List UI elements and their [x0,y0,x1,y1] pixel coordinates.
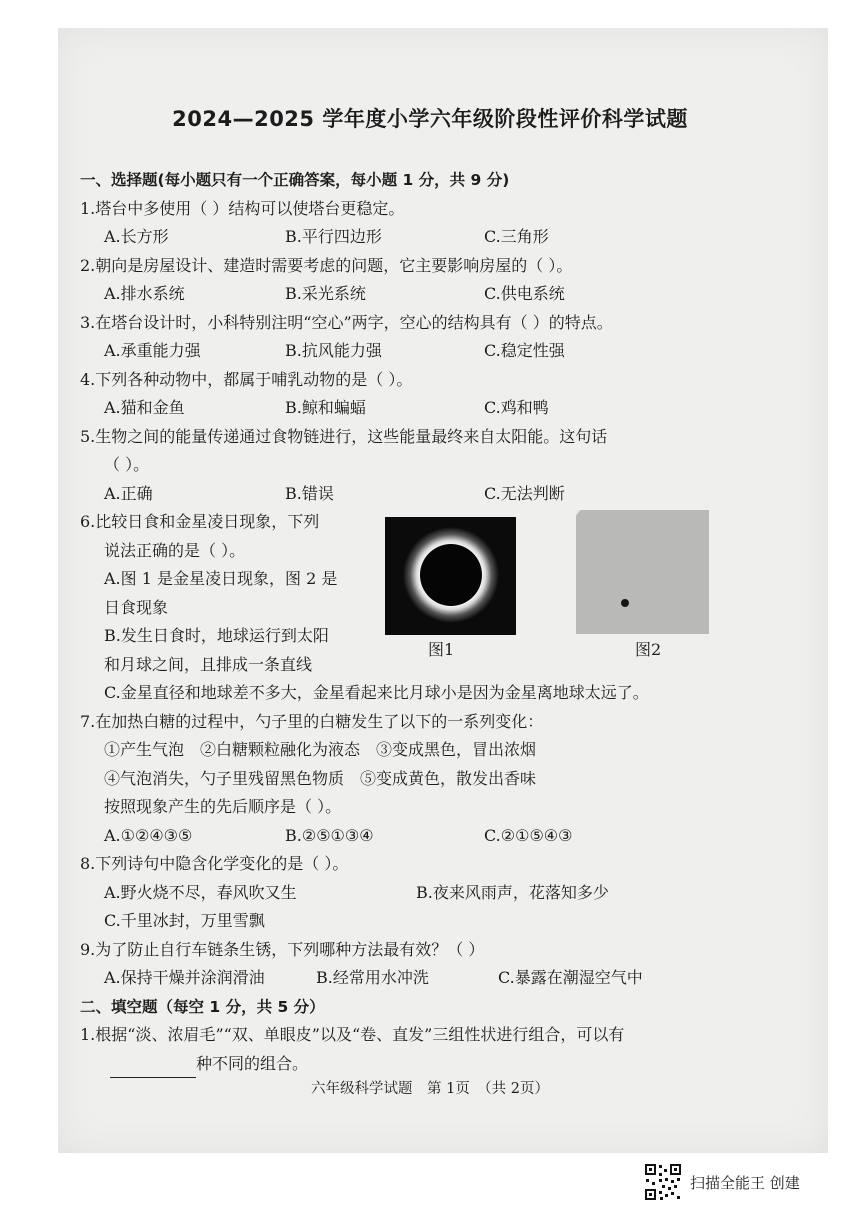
option-a: A.①②④③⑤ [104,825,193,845]
question-5-stem-cont: （ ）。 [104,455,150,474]
option-b: B.夜来风雨声，花落知多少 [416,882,609,902]
option-c: C.无法判断 [484,483,565,503]
question-6-option-b: B.发生日食时，地球运行到太阳 [104,626,329,645]
section2-heading: 二、填空题（每空 1 分，共 5 分） [80,997,325,1016]
question-7-options [80,822,760,851]
exam-content [80,166,760,1078]
question-6-option-c: C.金星直径和地球差不多大，金星看起来比月球小是因为金星离地球太远了。 [104,683,649,702]
question-6-line: 说法正确的是（ ）。 [104,540,246,560]
fill-question-1-tail: 种不同的组合。 [196,1053,309,1073]
scanner-watermark [644,1162,800,1202]
question-7-detail: 按照现象产生的先后顺序是（ ）。 [104,797,342,816]
option-a: A.正确 [104,483,153,503]
option-c: C.②①⑤④③ [484,825,573,845]
question-9-stem: 9.为了防止自行车链条生锈，下列哪种方法最有效？（ ） [80,939,485,959]
question-2-stem: 2.朝向是房屋设计、建造时需要考虑的问题，它主要影响房屋的（ ）。 [80,255,573,275]
question-5-options [80,480,760,509]
question-8-option-c: C.千里冰封，万里雪飘 [104,911,265,930]
question-6-option-b-cont: 和月球之间，且排成一条直线 [104,654,313,674]
question-1-options [80,223,760,252]
fill-question-1: 1.根据“淡、浓眉毛”“双、单眼皮”以及“卷、直发”三组性状进行组合，可以有 [80,1025,625,1044]
question-2-options [80,280,760,309]
option-a: A.长方形 [104,227,169,246]
option-b: B.②⑤①③④ [285,825,374,845]
option-b: B.鲸和蝙蝠 [285,398,366,417]
option-a: A.承重能力强 [104,341,201,360]
option-c: C.暴露在潮湿空气中 [498,968,643,987]
option-c: C.稳定性强 [484,341,565,360]
question-5-stem: 5.生物之间的能量传递通过食物链进行，这些能量最终来自太阳能。这句话 [80,426,608,446]
option-a: A.排水系统 [104,284,185,303]
question-6-option-a: A.图 1 是金星凌日现象，图 2 是 [104,569,338,588]
option-b: B.采光系统 [285,284,366,303]
exam-title: 2024—2025 学年度小学六年级阶段性评价科学试题 [172,107,688,131]
option-c: C.供电系统 [484,284,565,303]
page-footer: 六年级科学试题 第 1页 （共 2页） [311,1081,549,1097]
venus-transit-figure [576,510,709,634]
question-7-detail: ①产生气泡 ②白糖颗粒融化为液态 ③变成黑色，冒出浓烟 [104,740,537,759]
question-3-options [80,337,760,366]
option-c: C.三角形 [484,227,549,246]
figure-1-caption: 图1 [428,640,455,659]
option-a: A.保持干燥并涂润滑油 [104,968,265,987]
question-4-options [80,394,760,423]
question-6-option-a-cont: 日食现象 [104,597,169,617]
option-a: A.野火烧不尽，春风吹又生 [104,882,297,902]
question-3-stem: 3.在塔台设计时，小科特别注明“空心”两字，空心的结构具有（ ）的特点。 [80,312,613,332]
option-b: B.错误 [285,483,334,503]
qr-code-icon [644,1163,682,1201]
question-1-stem: 1.塔台中多使用（ ）结构可以使塔台更稳定。 [80,198,405,218]
option-c: C.鸡和鸭 [484,398,549,417]
question-8-options [80,879,760,908]
option-b: B.抗风能力强 [285,341,382,360]
question-8-stem: 8.下列诗句中隐含化学变化的是（ ）。 [80,854,349,873]
option-b: B.平行四边形 [285,227,382,246]
question-9-options [80,964,760,993]
option-a: A.猫和金鱼 [104,398,185,417]
solar-eclipse-figure [385,517,516,635]
question-7-stem: 7.在加热白糖的过程中，勺子里的白糖发生了以下的一系列变化： [80,711,544,731]
question-6-line: 6.比较日食和金星凌日现象，下列 [80,512,320,531]
fill-question-1-cont [80,1050,760,1079]
question-7-detail: ④气泡消失，勺子里残留黑色物质 ⑤变成黄色，散发出香味 [104,768,537,788]
answer-blank[interactable] [110,1057,196,1078]
scanner-watermark-text: 扫描全能王 创建 [690,1173,800,1192]
section1-heading: 一、选择题(每小题只有一个正确答案，每小题 1 分，共 9 分) [80,171,510,189]
question-6 [80,508,760,679]
question-6-text [80,508,370,679]
option-b: B.经常用水冲洗 [316,968,429,987]
question-4-stem: 4.下列各种动物中，都属于哺乳动物的是（ ）。 [80,369,413,389]
figure-2-caption: 图2 [635,640,662,659]
